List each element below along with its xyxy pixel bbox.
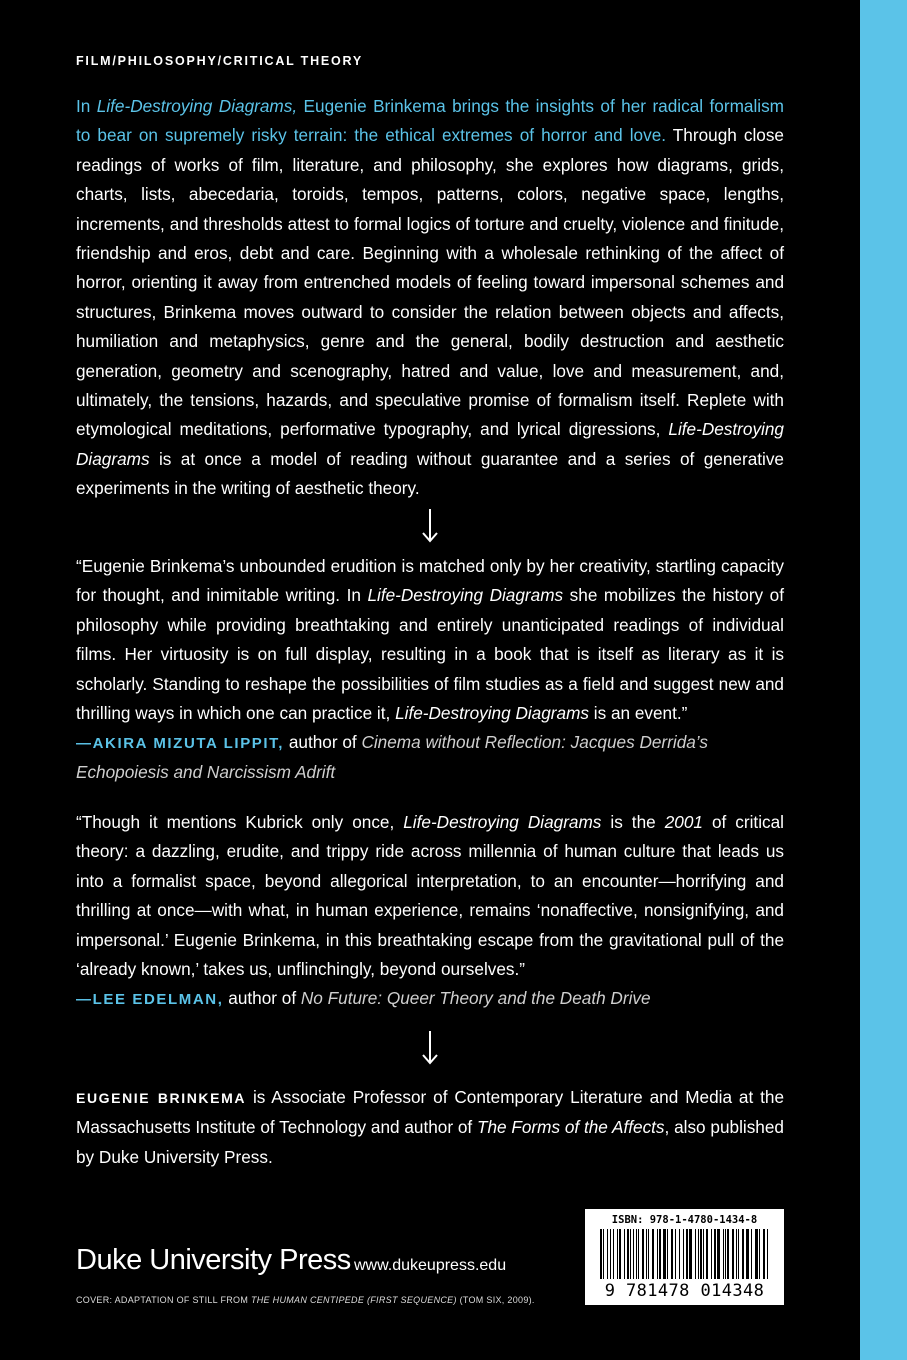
barcode-bar <box>683 1229 684 1279</box>
cover-credit <box>76 1295 535 1305</box>
barcode-bar <box>703 1229 704 1279</box>
barcode-bar <box>663 1229 666 1279</box>
barcode-bar <box>706 1229 708 1279</box>
cover-credit-prefix: COVER: ADAPTATION OF STILL FROM <box>76 1295 251 1305</box>
barcode-bar <box>695 1229 696 1279</box>
barcode-bar <box>698 1229 699 1279</box>
blurb-edelman-title-2: 2001 <box>664 812 703 832</box>
barcode-bar <box>630 1229 631 1279</box>
intro-rest: Eugenie Brinkema brings the insights of her radical formalism to bear on supremely risky terrain: the ethical extremes of horror and love. <box>76 96 785 146</box>
barcode-bar <box>617 1229 618 1279</box>
author-bio-name: EUGENIE BRINKEMA <box>76 1090 247 1106</box>
book-description <box>76 92 784 504</box>
down-arrow-icon <box>421 508 439 544</box>
barcode-bar <box>689 1229 692 1279</box>
barcode-bar <box>755 1229 758 1279</box>
barcode-bar <box>751 1229 752 1279</box>
barcode-bar <box>636 1229 637 1279</box>
barcode-bar <box>700 1229 702 1279</box>
category-label: FILM/PHILOSOPHY/CRITICAL THEORY <box>76 54 364 68</box>
barcode-bar <box>657 1229 658 1279</box>
down-arrow-icon <box>421 1030 439 1066</box>
isbn-barcode <box>585 1209 784 1305</box>
barcode-bar <box>736 1229 737 1279</box>
description-body-end: is at once a model of reading without guarantee and a series of generative experiments in the writing of aesthetic theory. <box>76 448 784 499</box>
barcode-bar <box>652 1229 654 1279</box>
author-bio-text-1: is Associate Professor of Contemporary Literature and Media at the Massachusetts Institute of Technology and author of <box>76 1087 784 1138</box>
cover-credit-work: THE HUMAN CENTIPEDE (FIRST SEQUENCE) <box>250 1295 457 1305</box>
barcode-bar <box>642 1229 644 1279</box>
intro-title: Life-Destroying Diagrams, <box>96 96 298 116</box>
publisher-logo: Duke University Press <box>76 1244 351 1276</box>
barcode-bar <box>607 1229 608 1279</box>
barcode-bar <box>767 1229 768 1279</box>
barcode-bar <box>627 1229 629 1279</box>
spine-color-band <box>860 0 907 1360</box>
barcode-bar <box>711 1229 712 1279</box>
barcode-bar <box>633 1229 634 1279</box>
blurb-lippit-author-of: author of <box>284 732 362 752</box>
blurb-edelman <box>76 808 784 984</box>
barcode-bar <box>746 1229 749 1279</box>
barcode-bar <box>763 1229 765 1279</box>
blurb-lippit-attribution <box>76 728 796 788</box>
barcode-bar <box>613 1229 614 1279</box>
description-body: Through close readings of works of film, literature, and philosophy, she explores how diagrams, grids, charts, lists, abecedaria, toroids, tempos, patterns, colors, negative space, lengths, increments, and thresholds attest to formal logics of torture and cruelty, violence and finitude, friendship and eros, debt and care. Beginning with a wholesale rethinking of the affect of horror, orienting it away from entrenched models of feeling toward impersonal schemes and structures, Brinkema moves outward to consider the relation between objects and affects, humiliation and metaphysics, genre and the general, bodily destruction and aesthetic generation, geometry and scenography, hatred and value, love and measurement, and, ultimately, the tensions, hazards, and speculative promise of formalism itself. Replete with etymological meditations, performative typography, and lyrical digressions, <box>76 125 784 440</box>
isbn-label: ISBN: 978-1-4780-1434-8 <box>611 1214 758 1226</box>
barcode-bars <box>598 1229 771 1281</box>
barcode-bar <box>671 1229 673 1279</box>
blurb-edelman-dash: — <box>76 991 93 1008</box>
cover-credit-suffix: (TOM SIX, 2009). <box>456 1295 535 1305</box>
author-bio-title: The Forms of the Affects <box>476 1117 665 1138</box>
barcode-bar <box>603 1229 604 1279</box>
blurb-edelman-work: No Future: Queer Theory and the Death Drive <box>300 988 651 1008</box>
barcode-bar <box>638 1229 639 1279</box>
barcode-bar <box>600 1229 602 1279</box>
barcode-bar <box>727 1229 729 1279</box>
barcode-bar <box>732 1229 734 1279</box>
blurb-edelman-attribution <box>76 984 796 1014</box>
barcode-bar <box>714 1229 716 1279</box>
intro-prefix: In <box>76 96 97 116</box>
barcode-bar <box>742 1229 744 1279</box>
barcode-bar <box>725 1229 726 1279</box>
barcode-bar <box>624 1229 625 1279</box>
barcode-bar <box>610 1229 611 1279</box>
barcode-bar <box>686 1229 688 1279</box>
barcode-bar <box>723 1229 724 1279</box>
barcode-bar <box>619 1229 621 1279</box>
blurb-edelman-text-1: “Though it mentions Kubrick only once, <box>76 812 404 832</box>
barcode-bar <box>646 1229 647 1279</box>
description-body-title: Life-Destroying Diagrams <box>76 419 784 469</box>
barcode-bar <box>738 1229 739 1279</box>
blurb-lippit <box>76 552 784 728</box>
blurb-lippit-text-2: she mobilizes the history of philosophy while providing breathtaking and entirely unanticipated readings of individual films. Her virtuosity is on full display, resulting in a book that is itself as literary as it is scholarly. Standing to reshape the possibilities of film studies as a field and suggest new and thrilling ways in which one can practice it, <box>76 585 785 724</box>
barcode-bar <box>667 1229 668 1279</box>
barcode-bar <box>717 1229 720 1279</box>
publisher-website: www.dukeupress.edu <box>354 1257 507 1274</box>
author-bio-text-2: , also published by Duke University Press. <box>76 1117 784 1167</box>
blurb-lippit-dash: — <box>76 735 93 752</box>
blurb-edelman-text-3: of critical theory: a dazzling, erudite, and trippy ride across millennia of human culture that leads us into a formalist space, beyond allegorical interpretation, to an encounter—horrifying and thrilling at once—with what, in human experience, remains ‘nonaffective, nonsignifying, and impersonal.’ Eugenie Brinkema, in this breathtaking escape from the gravitational pull of the ‘already known,’ takes us, unflinchingly, beyond ourselves.” <box>76 812 784 980</box>
blurb-lippit-work: Cinema without Reflection: Jacques Derrida’s Echopoiesis and Narcissism Adrift <box>76 732 708 783</box>
blurb-edelman-author: LEE EDELMAN, <box>92 991 224 1008</box>
blurb-lippit-title-2: Life-Destroying Diagrams <box>395 703 589 724</box>
barcode-bar <box>675 1229 676 1279</box>
blurb-edelman-text-2: is the <box>601 812 665 832</box>
blurb-lippit-title-1: Life-Destroying Diagrams <box>367 585 564 606</box>
blurb-edelman-author-of: author of <box>223 988 301 1008</box>
barcode-bar <box>759 1229 760 1279</box>
author-bio <box>76 1083 784 1172</box>
barcode-digits: 9 781478 014348 <box>604 1281 765 1301</box>
barcode-bar <box>648 1229 649 1279</box>
blurb-lippit-author: AKIRA MIZUTA LIPPIT, <box>92 735 285 752</box>
barcode-bar <box>679 1229 680 1279</box>
blurb-lippit-text-3: is an event.” <box>588 703 688 724</box>
blurb-edelman-title-1: Life-Destroying Diagrams <box>403 812 602 832</box>
blurb-lippit-text-1: “Eugenie Brinkema’s unbounded erudition is matched only by her creativity, startling capacity for thought, and inimitable writing. In <box>76 556 784 606</box>
barcode-bar <box>659 1229 661 1279</box>
